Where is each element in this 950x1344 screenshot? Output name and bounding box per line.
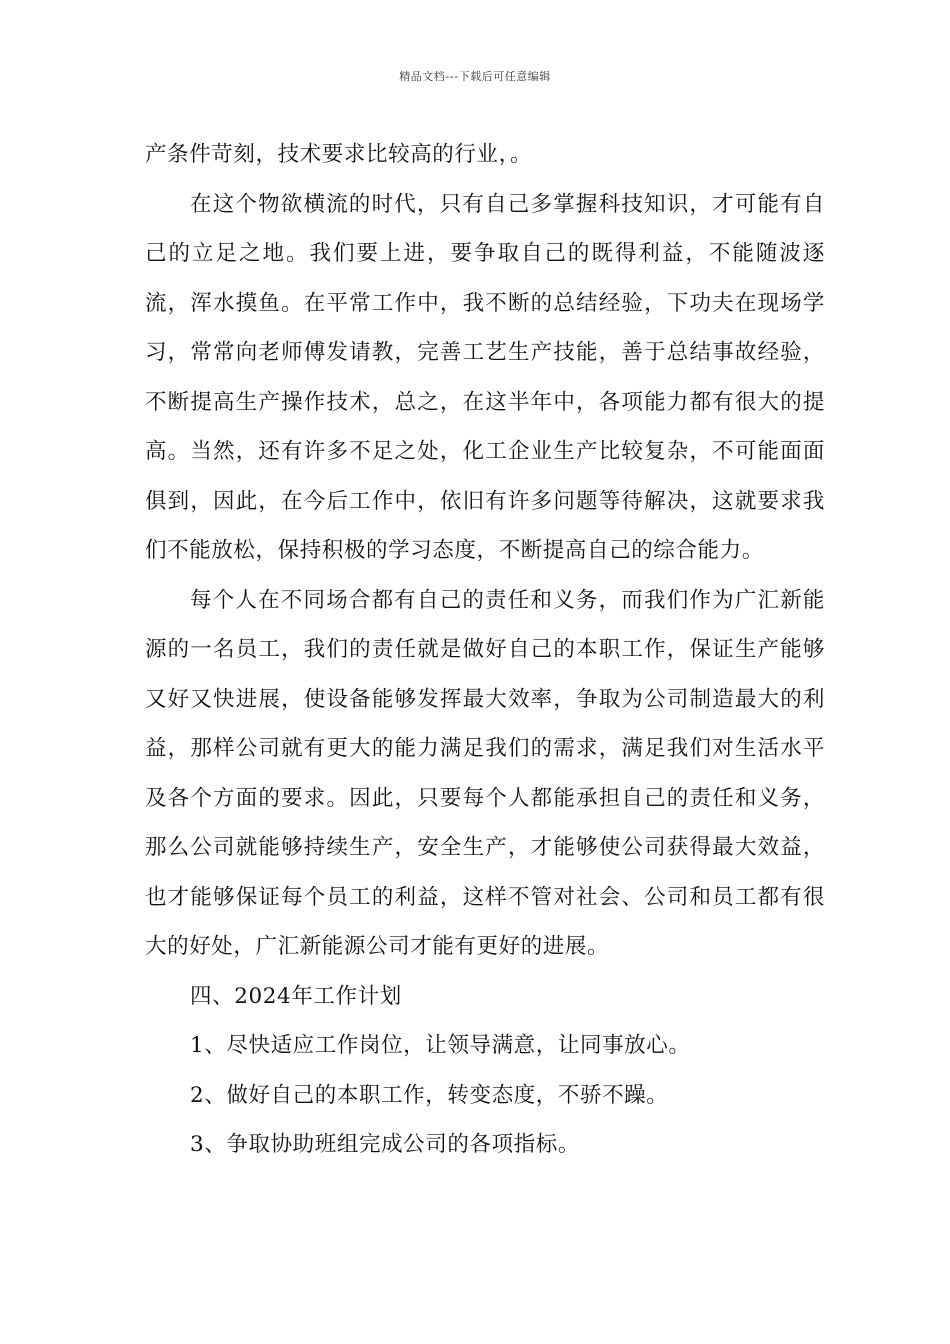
page-header: 精品文档---下载后可任意编辑 xyxy=(399,70,551,83)
plan-item-3: 3、争取协助班组完成公司的各项指标。 xyxy=(190,1132,580,1157)
plan-item-2: 2、做好自己的本职工作，转变态度，不骄不躁。 xyxy=(190,1082,669,1108)
paragraph-self-improvement: 在这个物欲横流的时代，只有自己多掌握科技知识，才可能有自己的立足之地。我们要上进，要争取自己的既得利益，不能随波逐流，浑水摸鱼。在平常工作中，我不断的总结经验，下功夫在现场学习，常常向老师傅发请教，完善工艺生产技能，善于总结事故经验，不断提高生产操作技术，总之，在这半年中，各项能力都有很大的提高。当然，还有许多不足之处，化工企业生产比较复杂，不可能面面俱到，因此，在今后工作中，依旧有许多问题等待解决，这就要求我们不能放松，保持积极的学习态度，不断提高自己的综合能力。 xyxy=(145,191,825,563)
paragraph-continuation: 产条件苛刻，技术要求比较高的行业，。 xyxy=(145,142,533,167)
document-body xyxy=(145,130,825,1170)
plan-item-1: 1、尽快适应工作岗位，让领导满意，让同事放心。 xyxy=(190,1033,691,1058)
paragraph-responsibility: 每个人在不同场合都有自己的责任和义务，而我们作为广汇新能源的一名员工，我们的责任就是做好自己的本职工作，保证生产能够又好又快进展，使设备能够发挥最大效率，争取为公司制造最大的利益，那样公司就有更大的能力满足我们的需求，满足我们对生活水平及各个方面的要求。因此，只要每个人都能承担自己的责任和义务，那么公司就能够持续生产，安全生产，才能够使公司获得最大效益，也才能够保证每个员工的利益，这样不管对社会、公司和员工都有很大的好处，广汇新能源公司才能有更好的进展。 xyxy=(145,587,825,959)
section-heading-work-plan: 四、2024年工作计划 xyxy=(190,983,402,1009)
